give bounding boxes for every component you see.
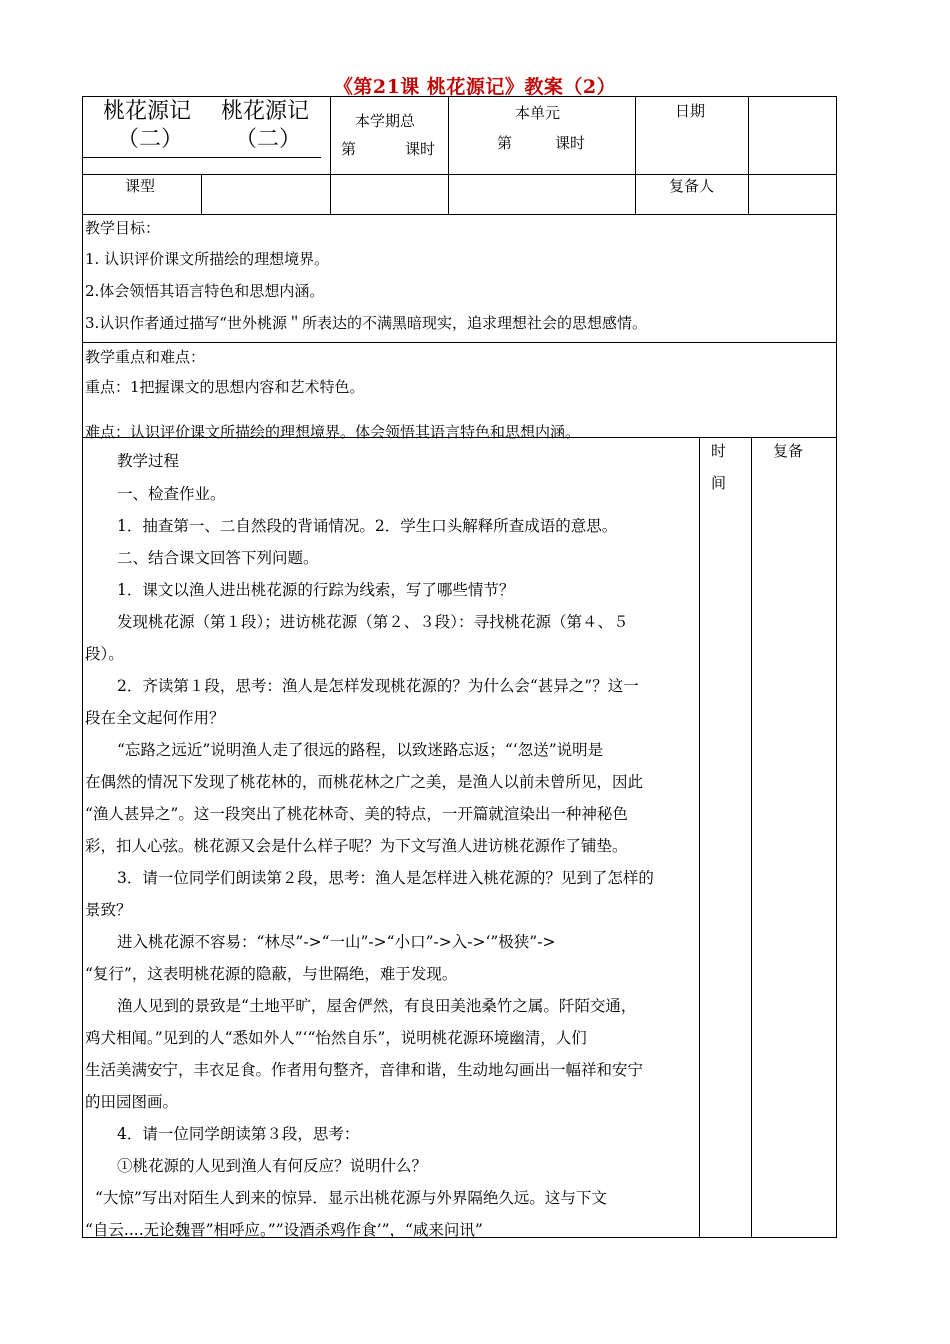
col-divider <box>699 437 700 1237</box>
col-divider <box>751 437 752 1237</box>
process-line: 2．齐读第１段，思考：渔人是怎样发现桃花源的？为什么会“甚异之”？这一 <box>117 677 639 695</box>
process-line: 发现桃花源（第１段）；进访桃花源（第２、３段）：寻找桃花源（第４、５ <box>117 613 629 631</box>
row-divider <box>83 342 836 343</box>
process-line: 进入桃花源不容易：“林尽”->“一山”->“小口”->入->‘”极狭”-> <box>117 933 556 951</box>
process-line: “自云....无论魏晋”相呼应。””设酒杀鸡作食’”，“咸来问讯” <box>85 1221 483 1239</box>
lesson-title-a: 桃花源记 <box>103 99 192 124</box>
review-label: 复备 <box>773 442 804 460</box>
reviewer-label: 复备人 <box>669 177 715 195</box>
keypoints-heading: 教学重点和难点： <box>85 348 206 366</box>
col-divider <box>635 97 636 214</box>
col-divider <box>448 97 449 214</box>
lesson-subtitle-b: （二） <box>235 127 302 152</box>
term-total-label: 本学期总 <box>355 112 416 130</box>
difficult-point: 难点：认识评价课文所描绘的理想境界。体会领悟其语言特色和思想内涵。 <box>85 423 581 441</box>
process-line: 段）。 <box>85 645 124 663</box>
row-divider <box>83 214 836 215</box>
process-line: 景致？ <box>85 901 132 919</box>
goals-heading: 教学目标： <box>85 219 161 237</box>
goal-item: 1. 认识评价课文所描绘的理想境界。 <box>85 250 330 268</box>
unit-di: 第 <box>497 134 513 152</box>
process-line: 的田园图画。 <box>85 1093 179 1111</box>
process-line: 3．请一位同学们朗读第２段，思考：渔人是怎样进入桃花源的？见到了怎样的 <box>117 869 654 887</box>
title-underline <box>83 157 321 158</box>
process-line: “渔人甚异之”。这一段突出了桃花林奇、美的特点，一开篇就渲染出一种神秘色 <box>85 805 628 823</box>
process-line: 生活美满安宁，丰衣足食。作者用句整齐，音律和谐，生动地勾画出一幅祥和安宁 <box>85 1061 644 1079</box>
lesson-subtitle-a: （二） <box>117 127 184 152</box>
process-line: 段在全文起何作用？ <box>85 709 225 727</box>
unit-keshi: 课时 <box>555 134 586 152</box>
col-divider <box>748 97 749 214</box>
course-type-label: 课型 <box>125 177 156 195</box>
process-line: 鸡犬相闻。”见到的人“悉如外人”‘“怡然自乐”，说明桃花源环境幽清，人们 <box>85 1029 587 1047</box>
lesson-plan-table <box>82 96 837 1238</box>
process-line: 二、结合课文回答下列问题。 <box>117 549 319 567</box>
goal-item: 2.体会领悟其语言特色和思想内涵。 <box>85 282 325 300</box>
col-divider <box>201 174 202 214</box>
lesson-title-b: 桃花源记 <box>221 99 310 124</box>
row-divider <box>83 174 836 175</box>
process-line: 1．课文以渔人进出桃花源的行踪为线索，写了哪些情节？ <box>117 581 515 599</box>
term-total-di: 第 <box>341 140 357 158</box>
key-point: 重点：1把握课文的思想内容和艺术特色。 <box>85 378 365 396</box>
process-line: 在偶然的情况下发现了桃花林的，而桃花林之广之美，是渔人以前未曾所见，因此 <box>85 773 644 791</box>
process-line: ①桃花源的人见到渔人有何反应？说明什么？ <box>117 1157 428 1175</box>
process-line: “忘路之远近”说明渔人走了很远的路程，以致迷路忘返；“‘忽送”说明是 <box>117 741 604 759</box>
process-line: 彩，扣人心弦。桃花源又会是什么样子呢？为下文写渔人进访桃花源作了铺垫。 <box>85 837 628 855</box>
time-label: 时 <box>711 442 727 460</box>
process-line: 1．抽查第一、二自然段的背诵情况。2．学生口头解释所查成语的意思。 <box>117 517 618 535</box>
process-line: 渔人见到的景致是“土地平旷，屋舍俨然，有良田美池桑竹之属。阡陌交通， <box>117 997 637 1015</box>
goal-item: 3.认识作者通过描写“世外桃源＂所表达的不满黑暗现实，追求理想社会的思想感情。 <box>85 314 647 332</box>
date-label: 日期 <box>675 102 706 120</box>
process-line: “复行”，这表明桃花源的隐蔽，与世隔绝，难于发现。 <box>85 965 458 983</box>
term-total-keshi: 课时 <box>405 140 436 158</box>
unit-label: 本单元 <box>515 104 561 122</box>
time-label: 间 <box>711 474 727 492</box>
page-title: 《第21课 桃花源记》教案（2） <box>333 76 617 98</box>
process-line: 一、检查作业。 <box>117 485 226 503</box>
process-line: 4．请一位同学朗读第３段，思考： <box>117 1125 360 1143</box>
process-line: 教学过程 <box>117 452 180 470</box>
col-divider <box>330 97 331 214</box>
process-line: “大惊”写出对陌生人到来的惊异．显示出桃花源与外界隔绝久远。这与下文 <box>95 1189 607 1207</box>
